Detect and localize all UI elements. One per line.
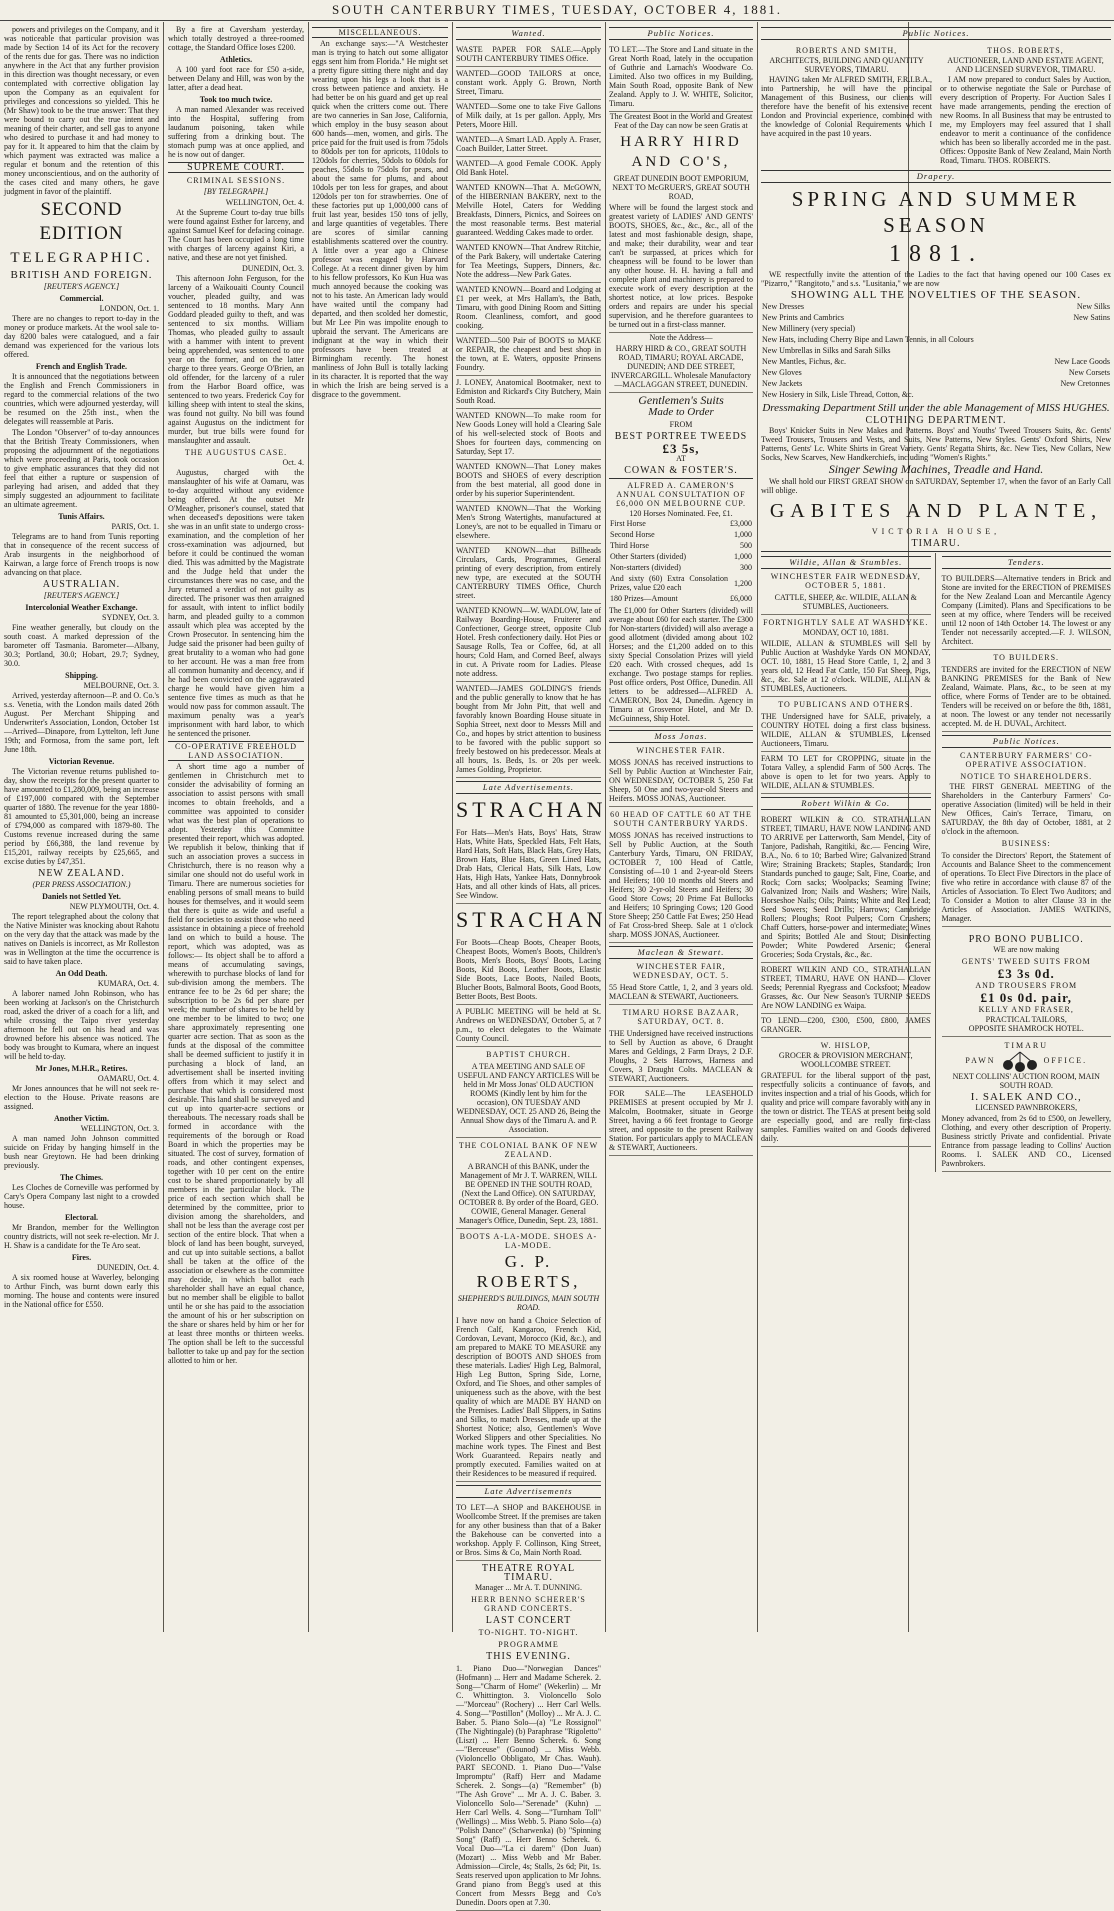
advert-text: HAVING taken Mr ALFRED SMITH, F.R.I.B.A., into Partnership, he will have the principal Management of this Business, our clients will therefore have the benefit of his extensive recent London and Provincial experience, combined with the knowledge of Colonial Requirements which I have acquired in the past 10 years. — [761, 75, 932, 138]
advert-line: HERR BENNO SCHERER'S GRAND CONCERTS. — [471, 1595, 586, 1613]
season-banner: SPRING AND SUMMER SEASON — [791, 187, 1081, 237]
advert-subtitle: AUCTIONEER, LAND AND ESTATE AGENT, AND LICENSED SURVEYOR, TIMARU. — [947, 56, 1104, 74]
news-paragraph: Mr Brandon, member for the Wellington country districts, will not seek re-election. Mr J. H. Shaw is a candidate for the Te Aro seat. — [4, 1223, 159, 1250]
advert-heading: WINCHESTER FAIR WEDNESDAY, OCTOBER 5, 1881. — [770, 572, 921, 590]
advert-subtitle: ARCHITECTS, BUILDING AND QUANTITY SURVEYORS, TIMARU. — [769, 56, 924, 74]
roberts-smith-ad — [761, 43, 932, 167]
advert-line: BEST PORTREE TWEEDS — [614, 431, 748, 442]
classified-ad: WASTE PAPER FOR SALE.—Apply SOUTH CANTERBURY TIMES Office. — [456, 43, 601, 67]
thos-roberts-ad — [940, 43, 1111, 167]
section-heading: Public Notices. — [942, 735, 1112, 748]
subheading: THE AUGUSTUS CASE. — [184, 448, 288, 457]
prize-label: Other Starters (divided) — [610, 552, 686, 561]
dateline: PARIS, Oct. 1. — [111, 522, 159, 531]
lower-columns — [761, 553, 1111, 1172]
advert-subtitle: SHEPHERD'S BUILDINGS, MAIN SOUTH ROAD. — [457, 1294, 600, 1312]
section-heading: Tenders. — [942, 556, 1112, 569]
advert-title: Gentlemen's Suits — [638, 393, 724, 407]
advert-line: TIMARU. — [761, 539, 1111, 552]
advert-heading: TIMARU HORSE BAZAAR, SATURDAY, OCT. 8. — [622, 1008, 740, 1026]
section-heading: SUPREME COURT. — [168, 162, 304, 173]
prize-row — [609, 540, 753, 551]
column-6 — [761, 24, 1111, 1630]
prize-row — [609, 529, 753, 540]
dateline: SYDNEY, Oct. 3. — [102, 613, 159, 622]
advert-line: TO-NIGHT. TO-NIGHT. — [478, 1628, 579, 1637]
novelty-item: New Prints and Cambrics — [762, 313, 844, 322]
price-label: £3 5s, — [662, 441, 700, 456]
court-continuation: powers and privileges on the Company, and it was noticeable that particular provision was made by Section 14 of its Act for the recovery of the rents due for gas. There was no indiction anywhere in the Act that any further provision in this direction was thought necessary, or even contemplated with corrective obligation lay upon the Company as an equivalent for privileges and concessions so yielded. This he (Mr Shaw) took to be the true answer: That they were bound to carry out the true intent and meaning of their charter, and sell gas to anyone who desired to purchase it and had money to pay for it. It appeared to him that the claim by which payment was extracted was malice a regular et bonum and the retention of this money unconscientious, and on the authority of the cases cited and many others, he gave judgment in favor of the plaintiff. — [4, 25, 159, 196]
advert-text: GRATEFUL for the liberal support of the past, respectfully solicits a continuance of favors, and invites inspection and a trial of his Goods, which for quality and price will compare favorably with any in the town or district. The TEAS at present being sold are especially good, and are really first-class samples. Families waited on and Goods delivered daily. — [761, 1069, 931, 1147]
telegraphic-heading: TELEGRAPHIC. — [10, 250, 153, 266]
section-heading: Wildie, Allan & Stumbles. — [761, 556, 931, 569]
prize-label: Third Horse — [610, 541, 649, 550]
novelty-item — [1037, 323, 1111, 334]
news-paragraph: By a fire at Caversham yesterday, which totally destroyed a three-roomed cottage, the Standard Office loses £200. — [168, 25, 304, 52]
dateline: NEW PLYMOUTH, Oct. 4. — [69, 902, 159, 911]
classified-ad: J. LONEY, Anatomical Bootmaker, next to Edmiston and Rickard's City Butchery, Main South Road. — [456, 376, 601, 409]
dateline: LONDON, Oct. 1. — [99, 304, 159, 313]
advert-text: CATTLE, SHEEP, &c. WILDIE, ALLAN & STUMBLES, Auctioneers. — [761, 591, 931, 615]
novelty-item — [1037, 334, 1111, 345]
advert-heading: BAPTIST CHURCH. — [486, 1050, 571, 1059]
notices-row — [761, 43, 1111, 167]
advert-text: TO LEND—£200, £300, £500, £800, JAMES GRANGER. — [761, 1014, 931, 1038]
novelties-table — [761, 301, 1111, 400]
classified-ad: WANTED—500 Pair of BOOTS to MAKE or REPAIR, the cheapest and best shop in the town, at E. Waters, opposite Prinsens Foundry. — [456, 334, 601, 376]
advert-line: OPPOSITE SHAMROCK HOTEL. — [942, 1024, 1112, 1037]
advert-line: The Greatest Boot in the World and Greatest Feat of the Day can now be seen Gratis at — [609, 112, 753, 130]
prize-row — [609, 562, 753, 573]
section-heading: Moss Jonas. — [609, 730, 753, 743]
advert-heading: CANTERBURY FARMERS' CO-OPERATIVE ASSOCIATION. — [960, 751, 1093, 769]
news-paragraph: At the Supreme Court to-day true bills were found against Esther for larceny, and against Samuel Keef for defacing coinage. The Court has been occupied a long time with charges of larceny against Kiri, a native, and these are not yet finished. — [168, 208, 304, 262]
news-paragraph: The Victorian revenue returns published to-day, show the receipts for the present quarter to have amounted to £1,280,009, being an increase of £197,000 compared with the September quarter of 1880. The revenue for the year 1880-81 amounted to £5,301,000, being an increase of £794,000 as compared with 1879-80. The Customs revenue increased during the same period by £66,388, the land revenue by £15,201, railway receipts by £25,665, and excise duties by £47,351. — [4, 767, 159, 866]
classified-ad: WANTED KNOWN—That Andrew Ritchie, of the Park Bakery, will undertake Catering for Tea Meetings, Suppers, Dinners, &c. Note the address—New Park Gates. — [456, 241, 601, 283]
advert-subtitle: GREAT DUNEDIN BOOT EMPORIUM, NEXT TO McGRUER'S, GREAT SOUTH ROAD, — [612, 174, 750, 201]
prize-row — [609, 518, 753, 529]
section-heading: Public Notices. — [761, 27, 1111, 40]
news-paragraph: A man named John Johnson committed suicide on Friday by hanging himself in the bush near Greytown. He had been drinking previously. — [4, 1134, 159, 1170]
advert-text: The £1,000 for Other Starters (divided) will average about £60 for each starter. The £300 for Non-starters (divided) will also average a good allotment (divided among about 102 Horses; and the £1,200 added on to this sixty Special Consolation Prizes will yield £20 each. With crossed cheques, add 1s exchange. Two postage stamps for replies. Post office orders, Post Office, Dunedin. All letters to be addressed—ALFRED A. CAMERON, Box 24, Dunedin. Agency in Timaru at Grosvenor Hotel, and Mr D. McGuinness, Ship Hotel. — [609, 604, 753, 727]
advert-heading: PRO BONO PUBLICO. — [968, 934, 1084, 945]
novelty-row — [761, 323, 1111, 334]
classified-ad: WANTED KNOWN—That the Working Men's Strong Watertights, manufactured at Loney's, are not to be equalled in Timaru or elsewhere. — [456, 502, 601, 544]
advert-line: LAST CONCERT — [485, 1615, 572, 1626]
advert-text: I AM now prepared to conduct Sales by Auction, or to otherwise negotiate the Sale or Purchase of every description of Property. For Auction Sales I have made arrangements, pending the erection of new Rooms. In all Business that may be entrusted to me, my Employers may feel assured that I shall endeavor to merit a continuance of the confidence which has been so liberally accorded me in the past. Offices: Opposite Bank of New Zealand, Main North Road, Timaru. THOS. ROBERTS. — [940, 75, 1111, 165]
subheading: Tunis Affairs. — [58, 512, 105, 521]
advert-text: Money advanced, from 2s 6d to £500, on Jewellery, Clothing, and every other description of Property. Business strictly Private and confidential. Private Entrance from passage leading to Collins' Auction Rooms. I. SALEK AND CO., Licensed Pawnbrokers. — [942, 1112, 1112, 1172]
novelty-item: New Umbrellas in Silks and Sarah Silks — [762, 346, 891, 355]
strachan-banner: STRACHAN — [456, 907, 607, 932]
news-paragraph: The London "Observer" of to-day announces that the British Treaty Commissioners, when proposing the adjournment of the negotiations which were proceeding at Paris, took occasion to give emphatic assurances that they did not feel that either a rupture or suspension of parleying had arisen, and added that they simply suggested an adjournment to facilitate an ultimate agreement. — [4, 428, 159, 509]
subheading: Took too much twice. — [199, 95, 273, 104]
advert-line: AT — [676, 454, 686, 463]
advert-text: TO BUILDERS—Alternative tenders in Brick and Stone are invited for the ERECTION of PREMISES for the New Zealand Loan and Mercantile Agency Company (Limited). Plans and Specifications to be seen at my office, where Tenders will be received until 12 noon of 14th October 14. The lowest or any Tender not necessarily accepted.—F. J. WILSON, Architect. — [942, 572, 1112, 650]
classified-ad: TO LET—A SHOP and BAKEHOUSE in Woollcombe Street. If the premises are taken for any other business than that of a Baker the Bakehouse can be converted into a workshop. Apply F. Collinson, King Street, or Bros. Sims & Co, Main North Road. — [456, 1501, 601, 1561]
prize-label: Non-starters (divided) — [610, 563, 681, 572]
advert-text: For Boots—Cheap Boots, Cheaper Boots, Cheapest Boots, Women's Boots, Children's Boots, Men's Boots, Boys' Boots, Lacing Boots, Kid Boots, Leather Boots, Elastic Side Boots, Lace Boots, Nailed Boots, Blucher Boots, Balmoral Boots, Good Boots, Better Boots, Best Boots. — [456, 936, 601, 1005]
classified-ad: WANTED—JAMES GOLDING'S friends and the public generally to know that he has bought from Mr John Pitt, that well and favorably known Boarding House situate in Sophia Street, next door to Messrs Mill and Co., and hopes by strict attention to business to be favored with the public support so freely bestowed on his predecessor. Meals at all hours, 1s. Beds, 1s. or 20s per week. James Golding, Proprietor. — [456, 682, 601, 778]
advert-line: Manager ... Mr A. T. DUNNING. — [474, 1583, 583, 1592]
advert-text: Where will be found the largest stock and greatest variety of LADIES' AND GENTS' BOOTS, SHOES, &c., &c., &c., all of the latest and most fashionable design, shape, and make; their durability, wear and tear can't be surpassed, at prices which for cheapness will be found to be lower than any other house. H. H. having a full and complete plant and machinery is prepared to execute work of every description at the shortest notice, at low prices. Bespoke orders and repairs are under his special supervision, and he therefore guarantees to be turned out in a first-class manner. — [609, 201, 753, 333]
advert-title: W. HISLOP, — [820, 1041, 871, 1050]
section-heading: CO-OPERATIVE FREEHOLD LAND ASSOCIATION. — [168, 741, 304, 761]
advert-line: COWAN & FOSTER'S. — [624, 465, 738, 476]
advert-line: MONDAY, OCT 10, 1881. — [802, 628, 889, 637]
advert-heading: ALFRED A. CAMERON'S ANNUAL CONSULTATION OF £6,000 ON MELBOURNE CUP. — [609, 478, 753, 508]
advert-heading: 60 HEAD OF CATTLE 60 AT THE SOUTH CANTERBURY YARDS. — [610, 810, 752, 828]
advert-heading: FORTNIGHTLY SALE AT WASHDYKE. — [763, 618, 929, 627]
dateline: Oct. 4. — [282, 458, 304, 467]
advert-title: THOS. ROBERTS, — [987, 46, 1064, 55]
advert-text: THE FIRST GENERAL MEETING of the Shareholders in the Canterbury Farmers' Co-operative Association (limited) will be held in their New Offices, Cain's Terrace, Timaru, on SATURDAY, the 8th day of October, 1881, at 2 o'clock in the afternoon. — [941, 782, 1111, 836]
prize-row — [609, 593, 753, 604]
advert-line: TIMARU — [1004, 1041, 1049, 1050]
advert-text: MOSS JONAS has received instructions to Sell by Public Auction at Winchester Fair, ON WEDNESDAY, OCTOBER 5, 250 Fat Sheep, 50 One and two-year-old Steers and Heifers. MOSS JONAS, Auctioneer. — [609, 756, 753, 807]
novelty-row — [761, 356, 1111, 367]
news-paragraph: The report telegraphed about the colony that the Native Minister was knocking about Rahotu on the very day that the attack was made by the natives on Daniels is incorrect, as Mr Rolleston was in Wellington at the time the occurrence is said to have taken place. — [4, 912, 159, 966]
novelty-item: New Gloves — [762, 368, 802, 377]
advert-subtitle: LICENSED PAWNBROKERS, — [975, 1103, 1078, 1112]
advert-line: Note the Address— — [649, 333, 713, 342]
subheading: Commercial. — [59, 294, 104, 303]
advert-heading: Dressmaking Department Still under the able Management of MISS HUGHES. — [762, 402, 1110, 414]
prize-amount: 1,000 — [734, 530, 752, 539]
prize-amount: £6,000 — [730, 594, 752, 603]
advert-line: WE are now making — [993, 945, 1060, 954]
novelty-item: New Mantles, Fichus, &c. — [762, 357, 846, 366]
prize-amount: 500 — [740, 541, 752, 550]
advert-line: BUSINESS: — [1001, 839, 1051, 848]
advert-line: GENTS' TWEED SUITS FROM — [961, 957, 1091, 966]
classified-ad: A PUBLIC MEETING will be held at St. Andrews on WEDNESDAY, October 5, at 7 p.m., to elect delegates to the Waimate County Council. — [456, 1005, 601, 1047]
classified-ad: WANTED—A good Female COOK. Apply Old Bank Hotel. — [456, 157, 601, 181]
pawn-office-line — [942, 1050, 1112, 1072]
advert-text: For Hats—Men's Hats, Boys' Hats, Straw Hats, White Hats, Speckled Hats, Felt Hats, Hard Hats, Soft Hats, Black Hats, Grey Hats, Brown Hats, Blue Hats, Green Lined Hats, Drab Hats, Clerical Hats, Silk Hats, Low Hats, High Hats, Yankee Hats, Donnybrook Hats, and all other kinds of Hats, all prices. See Window. — [456, 826, 601, 904]
classified-ad: WANTED KNOWN—Board and Lodging at £1 per week, at Mrs Hallam's, the Bath, Timaru, with good Dining Room and Sitting Room. Cleanliness, comfort, and good cooking. — [456, 283, 601, 334]
novelty-item: New Millinery (very special) — [762, 324, 856, 333]
novelty-item: New Cretonnes — [1060, 379, 1110, 388]
col6-left — [761, 553, 936, 1172]
novelty-row — [761, 345, 1111, 356]
novelty-row — [761, 389, 1111, 400]
dateline: OAMARU, Oct. 4. — [97, 1074, 159, 1083]
advert-heading: THEATRE ROYAL TIMARU. — [481, 1563, 576, 1583]
advert-title: ROBERTS AND SMITH, — [795, 46, 898, 55]
prize-table — [609, 518, 753, 604]
news-paragraph: Mr Jones announces that he will not seek re-election to the House. Private reasons are assigned. — [4, 1084, 159, 1111]
novelty-item: New Jackets — [762, 379, 803, 388]
news-paragraph: An exchange says:—"A Westchester man is trying to hatch out some alligator eggs sent him from Florida." He might set a pretty figure sitting there night and day wearing upon his legs a look that is a cross between patience and anxiety. He had better be on his guard and get up real quick when the critters come out. There are two canneries in San Jose, California, which employ in the busy season about 600 hands—men, women, and girls. The price paid for the fruit used is from 75dols to 80dols per ton for apricots, 110dols to 120dols for cherries, 50dols to 60dols for peaches, 55dols to 75dols for pears, and about the same for plums, and about 10dols per ton less for grapes, and about 120dols per ton for strawberries. One of these factories put up 1,000,000 cans of fruit last year, besides 150 tons of jelly, and large quantities of vegetables. There are scores of similar canning establishments scattered over the country. A little over a year ago a Chinese professor was engaged by Harvard College. At a recent dinner given by him to his fellow professors, Ko Kun Hua was much annoyed because the cooking was not to his taste. An American lady would have waited until the company had departed, and then scolded her domestic, but Mr Lee Pin was impolite enough to upbraid the servant. The Americans are indignant at the way in which their professors have been treated at Birmingham recently. The honest manliness of John Bull is totally lacking in its character. It is reported that the way in which the Irish are being served is a disgrace to the government. — [312, 39, 448, 399]
advert-heading: TO BUILDERS. — [993, 653, 1060, 662]
advert-subtitle: GROCER & PROVISION MERCHANT, WOOLLCOMBE STREET. — [778, 1051, 913, 1069]
advert-text: FARM TO LET for CROPPING, situate in the Totara Valley, a splendid Farm of 500 Acres. The above is open to let for two years. Apply to WILDIE, ALLAN & STUMBLES. — [761, 752, 931, 794]
advert-text: Boys' Knicker Suits in New Makes and Patterns. Boys' and Youths' Tweed Trousers Suits, &c. Gents' Tweed Trousers, Trousers and Vests, and Suits, New Patterns, New Styles. Gents' Oxford Shirts, New Patterns, Gents' Lc. White Shirts in Great Variety. Gents' Regatta Shirts, &c. New Ties, New Collars, New Socks, New Scarves, New Handkerchiefs, including "Women's Rights." — [761, 426, 1111, 462]
advert-heading: WINCHESTER FAIR. — [636, 746, 726, 755]
column-rule — [308, 22, 309, 1632]
advert-line: PROGRAMME — [498, 1640, 559, 1649]
classified-ad: WANTED KNOWN—that Billheads Circulars, Cards, Programmes, General printing of every description, from entirely new type, are executed at the SOUTH CANTERBURY TIMES Office, Church street. — [456, 544, 601, 604]
prize-amount: 300 — [740, 563, 752, 572]
classified-ad: WANTED KNOWN—That Loney makes BOOTS and SHOES of every description from the best material, all good done in order by his superior Superintendent. — [456, 460, 601, 502]
subheading: Another Victim. — [54, 1114, 109, 1123]
advert-heading: SHOWING ALL THE NOVELTIES OF THE SEASON. — [790, 289, 1082, 301]
dateline: WELLINGTON, Oct. 3. — [80, 1124, 159, 1133]
advert-text: ROBERT WILKIN AND CO., STRATHALLAN STREET, TIMARU, HAVE ON HAND— Clover Seeds; Perennial Ryegrass and Cocksfoot; Meadow Grasses, &c. Our New Season's TURNIP SEEDS Are NOW LANDING ex Waipa. — [761, 963, 931, 1014]
agency-label: [BY TELEGRAPH.] — [203, 187, 269, 196]
masthead — [0, 0, 1114, 21]
advert-text: A TEA MEETING AND SALE OF USEFUL AND FANCY ARTICLES Will be held in Mr Moss Jonas' OLD AUCTION ROOMS (Kindly lent by him for the occasion), ON TUESDAY AND WEDNESDAY, OCT. 25 AND 26, Being the Annual Show days of the Timaru A. and P. Association. — [456, 1060, 601, 1138]
novelty-item: New Silks — [1076, 302, 1110, 311]
season-year: 1881. — [889, 241, 983, 267]
news-paragraph: A man named Alexander was received into the Hospital, suffering from laudanum poisoning, taken while suffering from a drinking bout. The stomach pump was at once applied, and he is now out of danger. — [168, 105, 304, 159]
advert-line: NEXT COLLINS' AUCTION ROOM, MAIN SOUTH ROAD. — [952, 1072, 1100, 1090]
advert-line: FROM — [669, 420, 693, 429]
novelty-row — [761, 301, 1111, 312]
dateline: DUNEDIN, Oct. 4. — [97, 1263, 159, 1272]
price-label: £3 3s 0d. — [997, 966, 1055, 981]
novelty-item — [1037, 345, 1111, 356]
advert-text: THE Undersigned have received instructions to Sell by Auction as above, 6 Draught Mares and Geldings, 2 Farm Drays, 2 D.F. Ploughs, 2 Sets Harrows, Harness and Covers, 3 Draught Colts. MACLEAN & STEWART, Auctioneers. — [609, 1027, 753, 1087]
prize-row — [609, 573, 753, 593]
column-rule — [757, 22, 758, 1632]
agency-label: [REUTER'S AGENCY.] — [43, 591, 120, 600]
news-paragraph: Fine weather generally, but cloudy on the south coast. A marked depression of the barometer off Tasmania. Barometer—Albany, 30.3; Portland, 30.0; Hobart, 29.7; Sydney, 30.0. — [4, 623, 159, 668]
column-4 — [456, 24, 607, 1907]
section-heading: Robert Wilkin & Co. — [761, 797, 931, 810]
subheading: Electoral. — [64, 1213, 99, 1222]
prize-label: 180 Prizes—Amount — [610, 594, 678, 603]
news-paragraph: A six roomed house at Waverley, belonging to Arthur Finch, was burnt down early this morning. The house and contents were insured in the National office for £550. — [4, 1273, 159, 1309]
pawnbroker-balls-icon — [1000, 1050, 1040, 1072]
advert-text: I have now on hand a Choice Selection of French Calf, Kangaroo, French Kid, Cordovan, Levant, Morocco (Kid, &c.), and am prepared to MAKE TO MEASURE any description of BOOTS AND SHOES from these materials. Ladies' High Leg, Balmoral, High Leg Button, Spring Side, Lorne, Oxford, and Tie Shoes, and other samples of uniqueness such as the above, with the best quality of which are MADE BY HAND on the Premises. Ladies' Ball Slippers, in Satins and Silks, to match Dresses, made up at the Shortest Notice; also, Gentlemen's Wove Worked Slippers and other Specialities. No machine work types. The Finest and Best Work Guaranteed. Repairs neatly and promptly executed. Families waited on at their Residences to be measured if required. — [456, 1314, 601, 1482]
subheading: French and English Trade. — [35, 362, 128, 371]
advert-text: FOR SALE—The LEASEHOLD PREMISES at present occupied by Mr J. Malcolm, Bootmaker, situate in George Street, having a 66 feet frontage to George street, and opposite to the present Railway Station. For particulars apply to MACLEAN & STEWART, Auctioneers. — [609, 1087, 753, 1156]
column-2 — [168, 24, 304, 1630]
agency-label: (PER PRESS ASSOCIATION.) — [32, 880, 131, 889]
section-heading: Public Notices. — [609, 27, 753, 40]
advert-title: G. P. ROBERTS, — [476, 1252, 581, 1291]
subheading: Daniels not Settled Yet. — [42, 892, 121, 901]
classified-ad: WANTED—A Smart LAD. Apply A. Fraser, Coach Builder, Latter Street. — [456, 133, 601, 157]
price-label: £1 0s 0d. pair, — [980, 990, 1072, 1005]
classified-ad: TO LET.—The Store and Land situate in the Great North Road, lately in the occupation of Guthrie and Larnach's Woodware Co. Limited. Also two offices in my Building, Main South Road, opposite Bank of New Zealand. Apply to J. W. WHITE, Solicitor, Timaru. — [609, 43, 753, 112]
novelty-row — [761, 312, 1111, 323]
column-rule — [163, 22, 164, 1632]
classified-ad: WANTED KNOWN—W. WADLOW, late of Railway Boarding-House, Fruiterer and Confectioner, George street, opposite Club Hotel. Fresh confectionery daily. Hot Pies or Sausage Rolls, Tea or Coffee, 6d, at all hours; Cold Ham, and Corned Beef, always in cut. A Private room for Ladies. Please note address. — [456, 604, 601, 682]
novelty-item: New Satins — [1073, 313, 1110, 322]
section-heading: MISCELLANEOUS. — [312, 27, 448, 38]
section-heading: Maclean & Stewart. — [609, 946, 753, 959]
advert-text: THE Undersigned have for SALE, privately, a COUNTRY HOTEL doing a first class business. WILDIE, ALLAN & STUMBLES, Licensed Auctioneers, Timaru. — [761, 710, 931, 752]
subheading: CRIMINAL SESSIONS. — [186, 176, 286, 185]
prize-label: And sixty (60) Extra Consolation Prizes, value £20 each — [610, 574, 728, 592]
advert-title: KELLY AND FRASER, — [978, 1005, 1074, 1014]
news-paragraph: Les Cloches de Corneville was performed by Cary's Opera Company last night to a crowded house. — [4, 1183, 159, 1210]
subheading: Shipping. — [65, 671, 98, 680]
advert-line: OFFICE. — [1043, 1055, 1088, 1065]
section-heading: AUSTRALIAN. — [42, 579, 121, 590]
prize-label: Second Horse — [610, 530, 655, 539]
advert-line: Made to Order — [648, 406, 714, 418]
advert-text: 55 Head Store Cattle, 1, 2, and 3 years old. MACLEAN & STEWART, Auctioneers. — [609, 981, 753, 1005]
news-paragraph: Augustus, charged with the manslaughter of his wife at Oamaru, was to-day acquitted without any evidence being offered. At the outset Mr O'Meagher, prisoner's counsel, stated that when deceased's depositions were taken she was in an unfit state to undergo cross-examination, and the completion of her cross-examination was adjourned, but before it could be continued the woman died. This was admitted by the Magistrate and the Judge held that under the circumstances there was no case, and the Jury returned a verdict of not guilty as directed. The prisoner was then arraigned for assault, with intent to inflict bodily harm, and pleaded guilty to a common assault which plea was accepted by the Crown Prosecutor. In sentencing him the Judge said the prisoner had been guilty of great brutality to a woman who had gone to her account. He was a man free from all common humanity and decency, and if he had been convicted on the aggravated charge he would have given him a sentence five times as much as that he would now pass for common assault. The maximum penalty was a year's imprisonment with hard labor, to which he sentenced the prisoner. — [168, 468, 304, 738]
advert-line: AND TROUSERS FROM — [975, 981, 1078, 990]
advert-text: We shall hold our FIRST GREAT SHOW on SATURDAY, September 17, when the favor of an Early Call will oblige. — [761, 477, 1111, 495]
news-paragraph: A short time ago a number of gentlemen in Christchurch met to consider the advisability of forming an association to assist persons with small incomes to obtain freeholds, and a committee was appointed to consider what was the best plan of operations to adopt. Yesterday this Committee presented their report, which was adopted. We republish it below, thinking that if such an association proves a success in Christchurch, there is no reason why a similar one should not do useful work in Timaru. There are numerous societies for enabling persons of small means to build houses for themselves, and it would seem that there is quite as wide and useful a field for societies to assist those who need assistance in obtaining a piece of freehold land on which to build a house. The report, which was adopted, was as follows:— Its object shall be to afford a means of accumulating savings, wherewith to purchase blocks of land for sub-division among the members. The entrance fee to be 2s 6d per share; the subscription to be 2s 6d per share per week; the number of shares to be held by one member to be limited to two; one share approximately representing one quarter acre section. That as soon as the funds at the disposal of the committee shall be deemed sufficient to justify it in purchasing a block of land, an advertisement shall be inserted inviting offers from which it may select and purchase that which is considered most desirable. This land shall be surveyed and cut up into quarter-acre sections or thereabouts. The necessary roads shall be formed in accordance with the requirements of the borough or Road Board in which the properties may be situated. The cost of survey, formation of roads, and other contingent expenses, together with 10 per cent on the entire cost to be shared proportionately by all members in the particular block. The price of each section which shall be determined by the committee, prior to division among the shareholders, and shall not be less than the average cost per section of the entire block. That when a block of land has been bought, surveyed, and cut up into suitable sections, a ballot shall be taken at the office of the association or elsewhere as the committee may decide, in which ballot each shareholder shall have an equal chance, but no member shall be eligible to ballot until he or she has paid to the association the amount of his or her subscription on the share or shares held by him or her for at least three months or thirteen weeks. The option shall be left to the successful ballotter to take up and pay for the section allotted to him or her. — [168, 762, 304, 1365]
section-heading: Late Advertisements. — [456, 781, 601, 794]
novelty-row — [761, 378, 1111, 389]
news-paragraph: A 100 yard foot race for £50 a-side, between Delany and Hill, was won by the latter, after a dead heat. — [168, 65, 304, 92]
advert-heading: CLOTHING DEPARTMENT. — [865, 415, 1007, 426]
advert-heading: Singer Sewing Machines, Treadle and Hand. — [828, 462, 1044, 476]
prize-amount: £3,000 — [730, 519, 752, 528]
classified-ad: WANTED—Some one to take Five Gallons of Milk daily, at 1s per gallon. Apply, Mrs Peters, Moore Hill. — [456, 100, 601, 133]
strachan-banner: STRACHAN — [456, 797, 607, 822]
section-heading: NEW ZEALAND. — [38, 868, 125, 879]
classified-ad: WANTED KNOWN—That A. McGOWN, of the HIBERNIAN BAKERY, next to the Melville Hotel, Caters for Wedding Breakfasts, Dinners, Picnics, and Soirees on the most reasonable terms. Best material guaranteed. Wedding Cakes made to order. — [456, 181, 601, 241]
advert-text: TENDERS are invited for the ERECTION of NEW BANKING PREMISES for the Bank of New Zealand, Waimate. Plans, &c., to be seen at my office, where Forms of Tender are to be obtained. Tenders will be received on or before the 8th, 1881, at noon. The lowest or any tender not necessarily accepted. M. de H. DUVAL, Architect. — [942, 663, 1112, 732]
novelty-item — [1037, 389, 1111, 400]
column-rule — [605, 22, 606, 1632]
british-heading: BRITISH AND FOREIGN. — [10, 269, 153, 281]
dateline: MELBOURNE, Oct. 3. — [83, 681, 159, 690]
col6-right — [942, 553, 1112, 1172]
novelty-item: New Lace Goods — [1054, 357, 1110, 366]
advert-heading: BOOTS A-LA-MODE. SHOES A-LA-MODE. — [459, 1232, 598, 1250]
advert-text: WILDIE, ALLAN & STUMBLES will Sell by Public Auction at Washdyke Yards ON MONDAY, OCT. 10, 1881, 15 Head Store Cattle, 1, 2, and 3 years old, 12 Head Fat Cattle, 150 Fat Sheep, Pigs, &c., &c. Sale at 12 o'clock. WILDIE, ALLAN & STUMBLES, Auctioneers. — [761, 637, 931, 697]
column-rule — [452, 22, 453, 1632]
novelty-item: New Hats, including Cherry Bipe and Lawn Tennis, in all Colours — [762, 335, 974, 344]
news-paragraph: This afternoon John Ferguson, for the larceny of a Waikouaiti County Council voucher, pleaded guilty, and was sentenced to 18 months. Mary Ann Goddard pleaded guilty to theft, and was sentenced to six months. William Thomas, who pleaded guilty to assault with a hammer with intent to prevent being apprehended, was sentenced to one year on the former, and on the latter charge to three years. George O'Brien, an old offender, for the larceny of a ruler from the Harbor Board office, was sentenced to two years. Frederick Coy for killing sheep with intent to steal the skins, was found not guilty. No bill was found against Augustus on the indictment for murder, but true bills were found for manslaughter and assault. — [168, 274, 304, 445]
subheading: An Odd Death. — [55, 969, 108, 978]
dateline: DUNEDIN, Oct. 3. — [242, 264, 304, 273]
agency-label: [REUTER'S AGENCY.] — [43, 282, 120, 291]
advert-line: PRACTICAL TAILORS, — [985, 1015, 1067, 1024]
column-5 — [609, 24, 753, 1630]
news-paragraph: Telegrams are to hand from Tunis reporting that in consequence of the recent success of Arab insurgents in the neighborhood of Kairwan, a large force of French troops is now advancing on that place. — [4, 532, 159, 577]
column-1 — [4, 24, 159, 1630]
advert-text: To consider the Directors' Report, the Statement of Accounts and Balance Sheet to the commencement of operations. To Elect Five Directors in the place of five who retire in accordance with clause 87 of the Articles of Association. To Elect Two Auditors; and To Consider a Motion to alter Clause 33 in the Articles of Association. JAMES WATKINS, Manager. — [942, 849, 1112, 927]
novelty-item: New Hosiery in Silk, Lisle Thread, Cotton, &c. — [762, 390, 914, 399]
masthead-title: SOUTH CANTERBURY TIMES, TUESDAY, OCTOBER 4, 1881. — [331, 2, 782, 17]
news-paragraph: It is announced that the negotiations between the English and French Commissioners in regard to the commercial relations of the two countries, which were adjourned yesterday, will be resumed on the 25th inst., when the delegates will reassemble at Paris. — [4, 372, 159, 426]
advert-text: HARRY HIRD & CO., GREAT SOUTH ROAD, TIMARU; ROYAL ARCADE, DUNEDIN; AND DEE STREET, INVERCARGILL. Wholesale Manufactory—MACLAGGAN STREET, DUNEDIN. — [609, 342, 753, 393]
classified-ad: WANTED KNOWN—To make room for New Goods Loney will hold a Clearing Sale of his well-selected stock of Boots and Shoes for fourteen days, commencing on Saturday, Sept 17. — [456, 409, 601, 460]
advert-text: ROBERT WILKIN & CO. STRATHALLAN STREET, TIMARU, HAVE NOW LANDING AND TO ARRIVE per Latterworth, Sam Mendel, City of Tanjore, Padishah, Rangitiki, &c.— Fencing Wire, B.A., No. 6 to 10; Barbed Wire; Galvanized Strand Wire; Straining Brackets; Staples, Standards; Iron Standards punched to gauge; Salt, Fine, Coarse, and Rock; Corn sacks; Woolpacks; Seaming Twine; Galvanized Iron; Nails and Washers; Wire Nails, Horseshoe Nails; Oils; Paints; White and Red Lead; Seed Sowers; Seed Drills; Harrows; Cambridge Rollers; Ploughs; Root Pulpers; Corn Crushers; Chaff Cutters, horse-power and intermediate; Wines and Spirits; Bottled Ale and Stout; Disinfecting Powder; White Powdered Arsenic; General Groceries; Soda Crystals, &c., &c. — [761, 813, 931, 963]
novelty-row — [761, 367, 1111, 378]
prize-amount: 1,200 — [734, 578, 752, 588]
dateline: WELLINGTON, Oct. 4. — [225, 198, 304, 207]
prize-label: First Horse — [610, 519, 646, 528]
advert-text: A BRANCH of this BANK, under the Management of Mr J. T. WARREN, WILL BE OPENED IN THE SOUTH ROAD, (Next the Land Office). ON SATURDAY, OCTOBER 8. By order of the Board, GEO. COWIE, General Manager. General Manager's Office, Dunedin, Sept. 23, 1881. — [456, 1160, 601, 1229]
news-paragraph: Arrived, yesterday afternoon—P. and O. Co.'s s.s. Venetia, with the London mails dated 26th August. Per Merchant Shipping and Underwriter's Association, London, October 1st—Arrived—Dinapore, from Lyttelton, left June 19th; and Formosa, from the same port, left June 18th. — [4, 691, 159, 754]
advert-text: WE respectfully invite the attention of the Ladies to the fact that having opened our 100 Cases ex "Pizarro," "Rangitoto," and s.s. "Lusitania," we are now — [761, 270, 1111, 288]
advert-heading: WINCHESTER FAIR, WEDNESDAY, OCT. 5. — [632, 962, 730, 980]
second-edition-heading: SECOND EDITION — [39, 199, 124, 244]
advert-line: 120 Horses Nominated. Fee, £1. — [629, 509, 733, 518]
subheading: The Chimes. — [59, 1173, 104, 1182]
advert-title: I. SALEK AND CO., — [970, 1091, 1082, 1103]
subheading: Victorian Revenue. — [48, 757, 115, 766]
advert-heading: TO PUBLICANS AND OTHERS. — [778, 700, 914, 709]
novelty-row — [761, 334, 1111, 345]
advert-line: THIS EVENING. — [486, 1651, 571, 1662]
advert-text: MOSS JONAS has received instructions to Sell by Public Auction, at the South Canterbury Yards, Timaru, ON FRIDAY, OCTOBER 7, 100 Head of Cattle, Consisting of—10 1 and 2-year-old Steers and Heifers; 100 10 months old Steers and Heifers; 30 2-yr-old Steers and Heifers; 30 Good Store Cows; 20 Prime Fat Bullocks and Heifers; 10 Springing Cows; 120 Good Store Sheep; 250 Cattle Fat Ewes; 250 Head of Fat Cross-bred Sheep. Sale at 1 o'clock sharp. MOSS JONAS, Auctioneer. — [609, 829, 753, 943]
gabites-banner: GABITES AND PLANTE, — [769, 500, 1103, 522]
advert-text: 1. Piano Duo—"Norwegian Dances" (Hofmann) ... Herr and Madame Scherek. 2. Song—"Charm of Home" (Wekerlin) ... Mr C. Whittington. 3. Violoncello Solo—"Morceau" (Rochery) ... Herr Carl Wells. 4. Song—"Postillon" (Molloy) ... Mr A. J. C. Baber. 5. Piano Solo—(a) "Le Rossignol" (The Nightingale) (b) Paraphrase "Rigoletto" (Liszt) ... Herr Benno Scherek. 6. Song—"Berceuse" (Gounod) ... Miss Webb. (Violoncello Obbligato, Mr Chas. Wauh). PART SECOND. 1. Piano Duo—"Valse Impromptu" (Raff) Herr and Madame Scherek. 2. Songs—(a) "Remember" (b) "The Ash Grove" ... Mr A. J. C. Baber. 3. Violoncello Solo—"Serenade" (Kuhn) ... Herr Carl Wells. 4. Song—"Turnham Toll" (Wellings) ... Miss Webb. 5. Piano Solo—(a) "Polish Dance" (Scharwenka) (b) "Spinning Song" (Raff) ... Herr Benno Scherek. 6. Vocal Duo—"La ci darem" (Don Juan) (Mozart) ... Miss Webb and Mr Baber. Admission—Circle, 4s; Stalls, 2s 6d; Pit, 1s. Seats reserved upon application to Mr Johns. Grand piano from Begg's used at this Concert from Messrs Begg and Co's Dunedin. Doors open at 7.30. — [456, 1662, 601, 1911]
section-heading: Drapery. — [761, 170, 1111, 183]
prize-row — [609, 551, 753, 562]
classified-ad: WANTED—GOOD TAILORS at once, constant work. Apply G. Brown, North Street, Timaru. — [456, 67, 601, 100]
advert-line: PAWN — [965, 1055, 996, 1065]
prize-amount: 1,000 — [734, 552, 752, 561]
subheading: Intercolonial Weather Exchange. — [25, 603, 138, 612]
news-paragraph: A laborer named John Robinson, who has been working at Jackson's on the Christchurch road, asked the driver of a coach for a lift, and while crossing the Taipo river yesterday afternoon he fell out on his head and was drowned before his absence was noticed. The body was brought to Kumara, where an inquest will be held to-day. — [4, 989, 159, 1061]
advert-line: NOTICE TO SHAREHOLDERS. — [960, 772, 1093, 781]
column-3 — [312, 24, 448, 1630]
novelty-item: New Dresses — [762, 302, 804, 311]
advert-line: VICTORIA HOUSE, — [871, 527, 1001, 536]
subheading: Fires. — [71, 1253, 92, 1262]
dateline: KUMARA, Oct. 4. — [97, 979, 159, 988]
subheading: Mr Jones, M.H.R., Retires. — [35, 1064, 128, 1073]
subheading: Athletics. — [219, 55, 253, 64]
news-paragraph: There are no changes to report to-day in the money or produce markets. At the wool sale to-day 8200 bales were catalogued, and a fair demand was experienced for the various lots offered. — [4, 314, 159, 359]
section-heading: Late Advertisements — [456, 1485, 601, 1498]
advert-heading: THE COLONIAL BANK OF NEW ZEALAND. — [458, 1141, 599, 1159]
advert-title: HARRY HIRD AND CO'S, — [620, 134, 742, 170]
section-heading: Wanted. — [456, 27, 601, 40]
novelty-item: New Corsets — [1068, 368, 1110, 377]
